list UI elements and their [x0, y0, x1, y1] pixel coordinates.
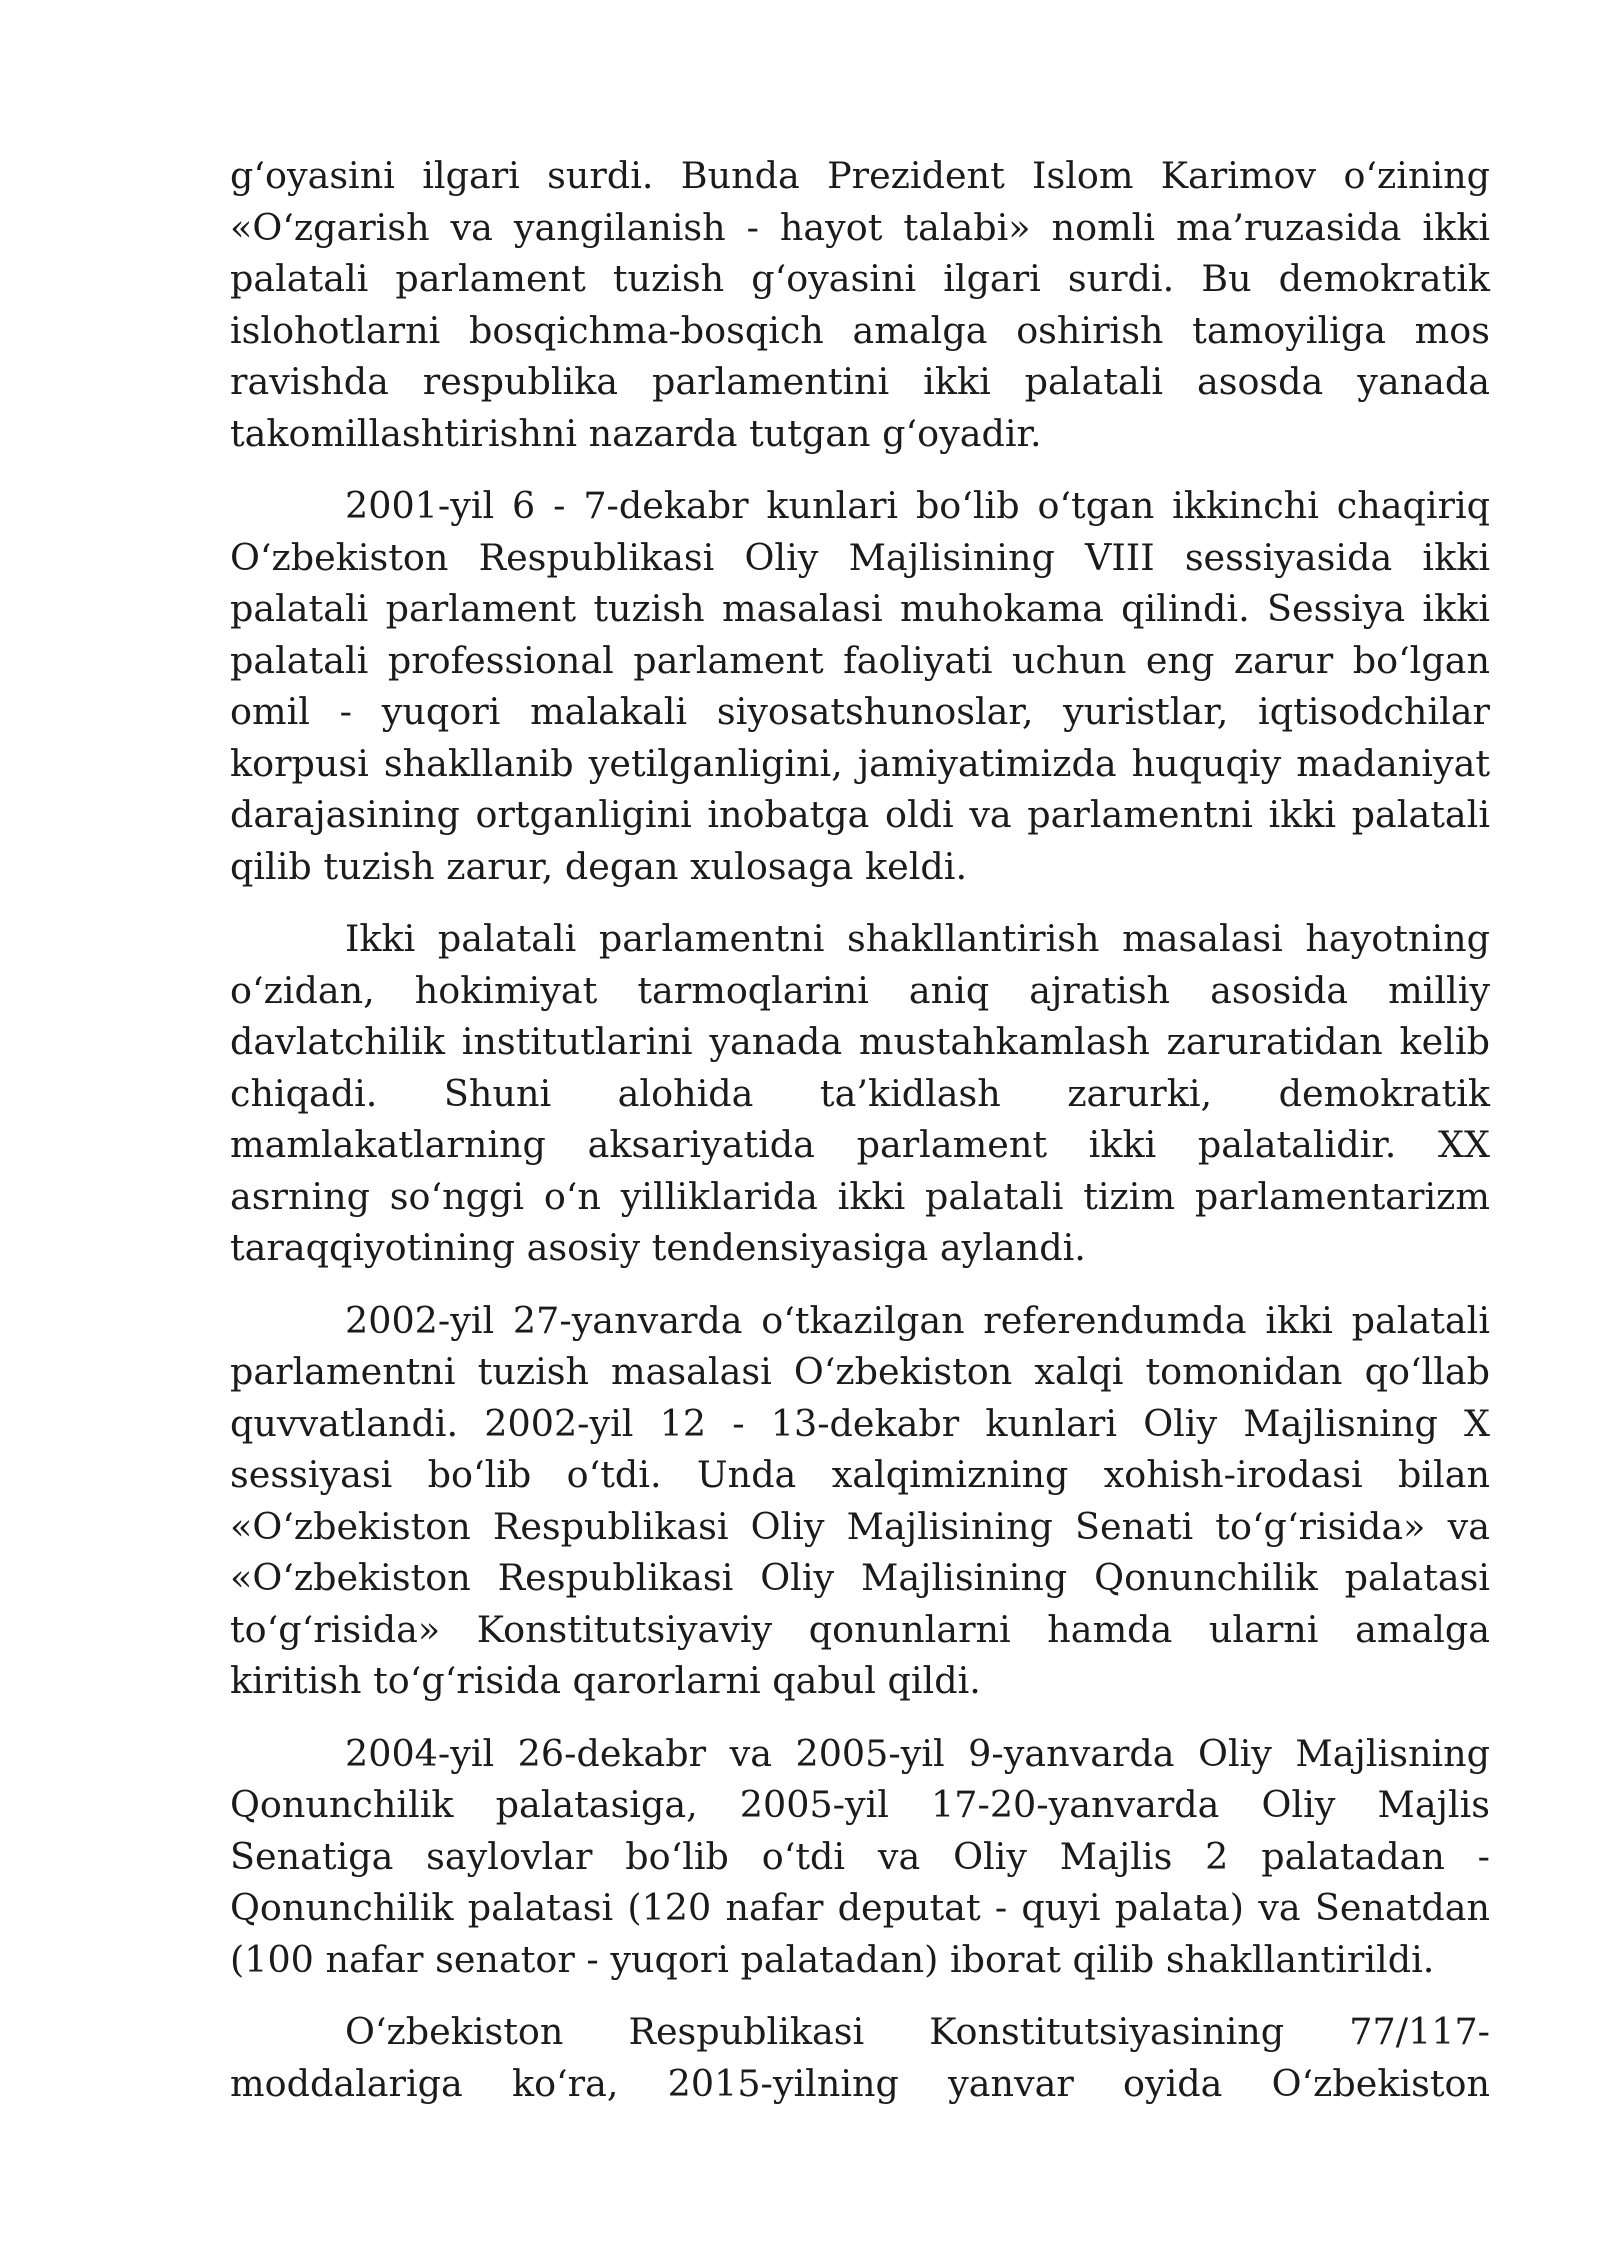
document-page	[230, 150, 1490, 2130]
paragraph-4: 2002-yil 27-yanvarda o‘tkazilgan referendumda ikki palatali parlamentni tuzish masalasi O‘zbekiston xalqi tomonidan qo‘llab quvvatlandi. 2002-yil 12 - 13-dekabr kunlari Oliy Majlisning X sessiyasi bo‘lib o‘tdi. Unda xalqimizning xohish-irodasi bilan «O‘zbekiston Respublikasi Oliy Majlisining Senati to‘g‘risida» va «O‘zbekiston Respublikasi Oliy Majlisining Qonunchilik palatasi to‘g‘risida» Konstitutsiyaviy qonunlarni hamda ularni amalga kiritish to‘g‘risida qarorlarni qabul qildi.	[230, 1298, 1490, 1702]
paragraph-2: 2001-yil 6 - 7-dekabr kunlari bo‘lib o‘tgan ikkinchi chaqiriq O‘zbekiston Respublikasi Oliy Majlisining VIII sessiyasida ikki palatali parlament tuzish masalasi muhokama qilindi. Sessiya ikki palatali professional parlament faoliyati uchun eng zarur bo‘lgan omil - yuqori malakali siyosatshunoslar, yuristlar, iqtisodchilar korpusi shakllanib yetilganligini, jamiyatimizda huquqiy madaniyat darajasining ortganligini inobatga oldi va parlamentni ikki palatali qilib tuzish zarur, degan xulosaga keldi.	[230, 484, 1490, 888]
paragraph-3: Ikki palatali parlamentni shakllantirish masalasi hayotning o‘zidan, hokimiyat tarmoqlarini aniq ajratish asosida milliy davlatchilik institutlarini yanada mustahkamlash zaruratidan kelib chiqadi. Shuni alohida ta’kidlash zarurki, demokratik mamlakatlarning aksariyatida parlament ikki palatalidir. XX asrning so‘nggi o‘n yilliklarida ikki palatali tizim parlamentarizm taraqqiyotining asosiy tendensiyasiga aylandi.	[230, 917, 1490, 1269]
paragraph-1: g‘oyasini ilgari surdi. Bunda Prezident Islom Karimov o‘zining «O‘zgarish va yangilanish - hayot talabi» nomli ma’ruzasida ikki palatali parlament tuzish g‘oyasini ilgari surdi. Bu demokratik islohotlarni bosqichma-bosqich amalga oshirish tamoyiliga mos ravishda respublika parlamentini ikki palatali asosda yanada takomillashtirishni nazarda tutgan g‘oyadir.	[230, 154, 1490, 455]
paragraph-5: 2004-yil 26-dekabr va 2005-yil 9-yanvarda Oliy Majlisning Qonunchilik palatasiga, 2005-yil 17-20-yanvarda Oliy Majlis Senatiga saylovlar bo‘lib o‘tdi va Oliy Majlis 2 palatadan - Qonunchilik palatasi (120 nafar deputat - quyi palata) va Senatdan (100 nafar senator - yuqori palatadan) iborat qilib shakllantirildi.	[230, 1731, 1490, 1981]
paragraph-6: O‘zbekiston Respublikasi Konstitutsiyasining 77/117-moddalariga ko‘ra, 2015-yilning yanvar oyida O‘zbekiston	[230, 2010, 1490, 2105]
